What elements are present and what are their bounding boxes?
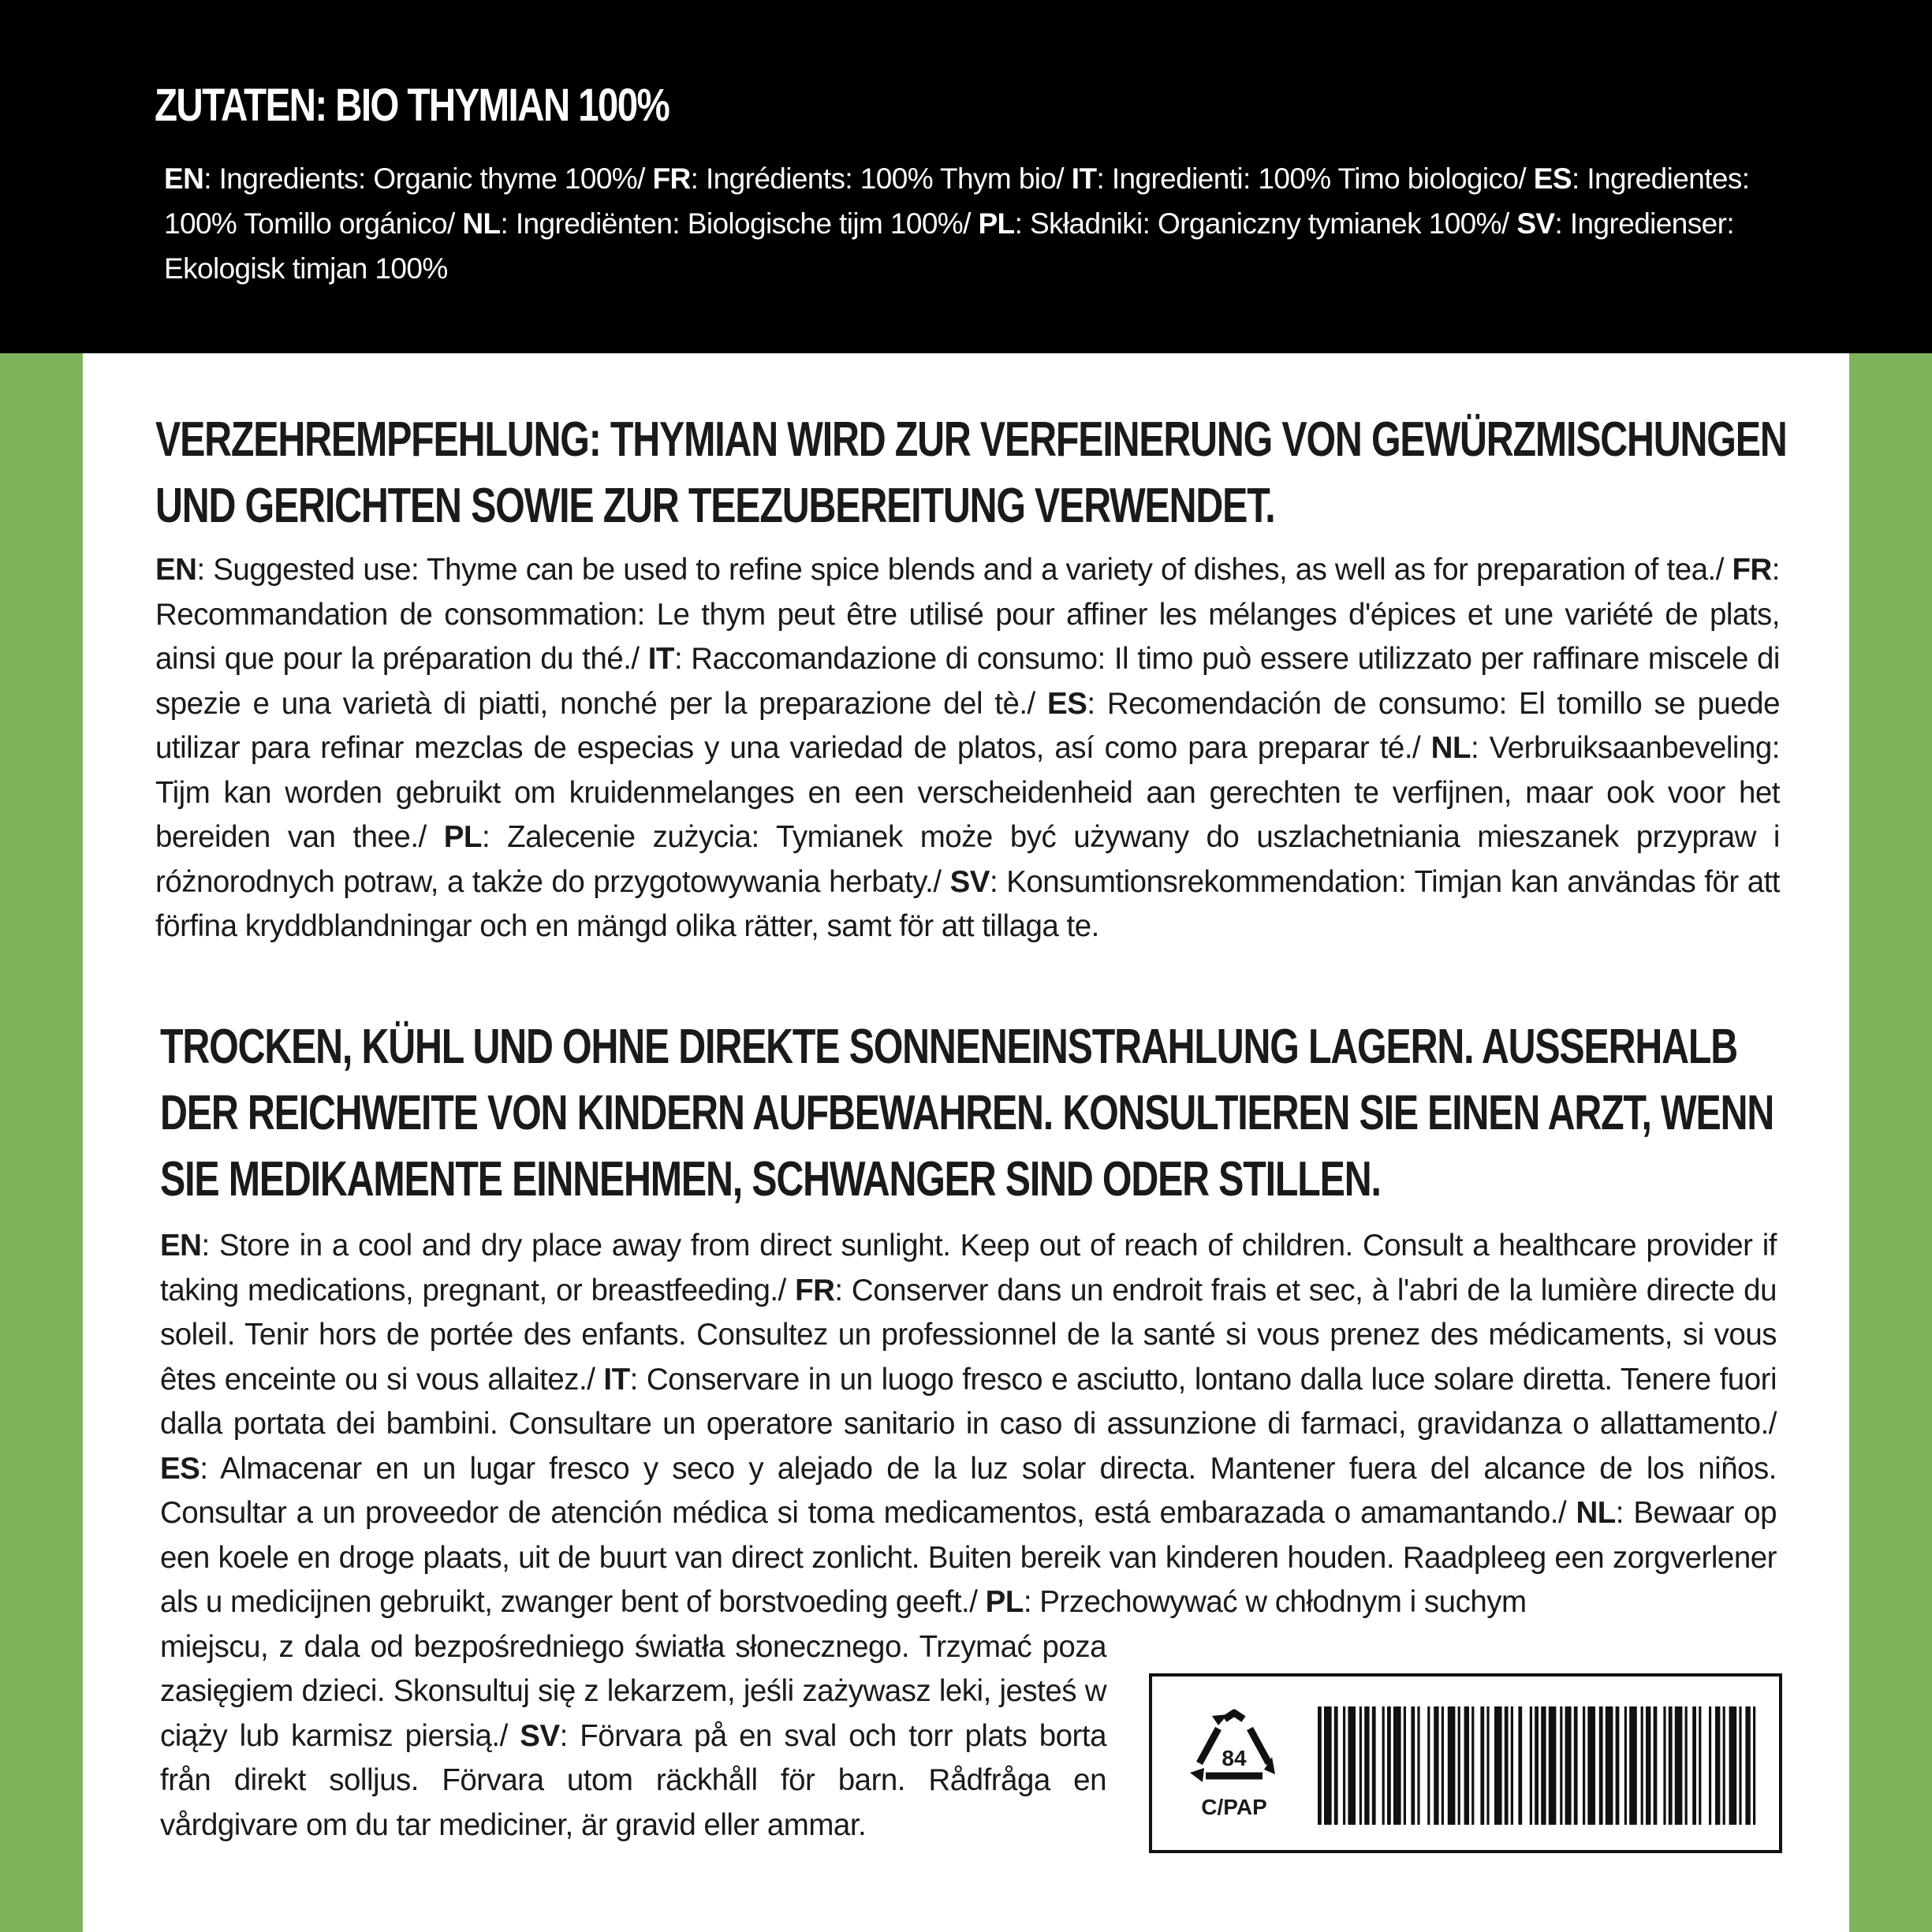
lang-code: NL <box>1430 731 1471 765</box>
lang-code: ES <box>1047 686 1087 721</box>
lang-code: FR <box>795 1273 835 1307</box>
storage-sv: Förvara på en sval och torr plats borta från direkt solljus. Förvara utom räckhåll för barn. Rådfråga en vårdgivare om du tar mediciner, är gravid eller ammar. <box>160 1718 1106 1842</box>
recycling-symbol <box>1187 1708 1281 1826</box>
storage-heading: TROCKEN, KÜHL UND OHNE DIREKTE SONNENEINSTRAHLUNG LAGERN. AUSSERHALB DER REICHWEITE VON KINDERN AUFBEWAHREN. KONSULTIEREN SIE EINEN ARZT, WENN SIE MEDIKAMENTE EINNEHMEN, SCHWANGER SIND ODER STILLEN. <box>160 1020 1774 1207</box>
lang-code: ES <box>160 1451 200 1486</box>
usage-es: Recomendación de consumo: El tomillo se puede utilizar para refinar mezclas de especias y una variedad de platos, así como para preparar té./ <box>155 686 1780 765</box>
lang-code: SV <box>949 864 990 899</box>
lang-code: PL <box>978 207 1015 240</box>
lang-code: EN <box>160 1229 202 1263</box>
ingredients-it: Ingredienti: 100% Timo biologico/ <box>1111 162 1534 195</box>
ingredients-fr: Ingrédients: 100% Thym bio/ <box>705 162 1072 195</box>
lang-code: IT <box>647 642 674 676</box>
ingredients-band <box>0 0 1932 353</box>
usage-sv: Konsumtionsrekommendation: Timjan kan användas för att förfina kryddblandningar och en mängd olika rätter, samt för att tillaga te. <box>155 864 1780 943</box>
lang-code: EN <box>164 162 204 195</box>
storage-en: Store in a cool and dry place away from direct sunlight. Keep out of reach of children. Consult a healthcare provider if taking medications, pregnant, or breastfeeding./ <box>160 1229 1777 1307</box>
storage-nl: Bewaar op een koele en droge plaats, uit de buurt van direct zonlicht. Buiten bereik van kinderen houden. Raadpleeg een zorgverlener als u medicijnen gebruikt, zwanger bent of borstvoeding geeft./ <box>160 1496 1777 1619</box>
recycling-label: C/PAP <box>1201 1795 1267 1819</box>
storage-translations: EN: Store in a cool and dry place away from direct sunlight. Keep out of reach of children. Consult a healthcare provider if taking medications, pregnant, or breastfeeding./ FR: Conserver dans un endroit frais et sec, à l'abri de la lumière directe du soleil. Tenir hors de portée des enfants. Consultez un professionnel de la santé si vous prenez des médicaments, si vous êtes enceinte ou si vous allaitez./ IT: Conservare in un luogo fresco e asciutto, lontano dalla luce solare diretta. Tenere fuori dalla portata dei bambini. Consultare un operatore sanitario in caso di assunzione di farmaci, gravidanza o allattamento./ ES: Almacenar en un lugar fresco y seco y alejado de la luz solar directa. Mantener fuera del alcance de los niños. Consultar a un proveedor de atención médica si toma medicamentos, está embarazada o amamantando./ NL: Bewaar op een koele en droge plaats, uit de buurt van direct zonlicht. Buiten bereik van kinderen houden. Raadpleeg een zorgverlener als u medicijnen gebruikt, zwanger bent of borstvoeding geeft./ PL: Przechowywać w chłodnym i suchym miejscu, z dala od bezpośredniego światła słonecznego. Trzymać poza zasięgiem dzieci. Skonsultuj się z lekarzem, jeśli zażywasz leki, jesteś w ciąży lub karmisz piersią./ SV: Förvara på en sval och torr plats borta från direkt solljus. Förvara utom räckhåll för barn. Rådfråga en vårdgivare om du tar mediciner, är gravid eller ammar. <box>160 1224 1777 1848</box>
lang-code: IT <box>1071 162 1097 195</box>
lang-code: ES <box>1533 162 1572 195</box>
usage-translations: EN: Suggested use: Thyme can be used to refine spice blends and a variety of dishes, as well as for preparation of tea./ FR: Recommandation de consommation: Le thym peut être utilisé pour affiner les mélanges d'épices et une variété de plats, ainsi que pour la préparation du thé./ IT: Raccomandazione di consumo: Il timo può essere utilizzato per raffinare miscele di spezie e una varietà di piatti, nonché per la preparazione del tè./ ES: Recomendación de consumo: El tomillo se puede utilizar para refinar mezclas de especias y una variedad de platos, así como para preparar té./ NL: Verbruiksaanbeveling: Tijm kan worden gebruikt om kruidenmelanges en een verscheidenheid aan gerechten te verfijnen, maar ook voor het bereiden van thee./ PL: Zalecenie zużycia: Tymianek może być używany do uszlachetniania mieszanek przypraw i różnorodnych potraw, a także do przygotowywania herbaty./ SV: Konsumtionsrekommendation: Timjan kan användas för att förfina kryddblandningar och en mängd olika rätter, samt för att tillaga te. <box>155 553 1780 943</box>
lang-code: FR <box>1732 553 1772 587</box>
lang-code: SV <box>520 1718 560 1753</box>
lang-code: FR <box>652 162 691 195</box>
usage-en: Suggested use: Thyme can be used to refine spice blends and a variety of dishes, as well as for preparation of tea./ <box>213 553 1732 587</box>
ingredients-en: Ingredients: Organic thyme 100%/ <box>218 162 653 195</box>
lang-code: IT <box>603 1362 630 1397</box>
ingredients-translations: EN: Ingredients: Organic thyme 100%/ FR: Ingrédients: 100% Thym bio/ IT: Ingredienti: 100% Timo biologico/ ES: Ingredientes: 100% Tomillo orgánico/ NL: Ingrediënten: Biologische tijm 100%/ PL: Składniki: Organiczny tymianek 100%/ SV: Ingredienser: Ekologisk timjan 100% <box>164 162 1750 285</box>
recycling-number: 84 <box>1221 1746 1247 1770</box>
lang-code: PL <box>443 820 482 854</box>
ingredients-pl: Składniki: Organiczny tymianek 100%/ <box>1029 207 1517 240</box>
storage-fr: Conserver dans un endroit frais et sec, à l'abri de la lumière directe du soleil. Tenir hors de portée des enfants. Consultez un professionnel de la santé si vous prenez des médicaments, si vous êtes enceinte ou si vous allaitez./ <box>160 1273 1777 1397</box>
usage-nl: Verbruiksaanbeveling: Tijm kan worden gebruikt om kruidenmelanges en een verscheidenheid aan gerechten te verfijnen, maar ook voor het bereiden van thee./ <box>155 731 1780 854</box>
lang-code: NL <box>462 207 501 240</box>
lang-code: EN <box>155 553 197 587</box>
usage-fr: Recommandation de consommation: Le thym peut être utilisé pour affiner les mélanges d'épices et une variété de plats, ainsi que pour la préparation du thé./ <box>155 597 1780 676</box>
storage-pl-end: miejscu, z dala od bezpośredniego światła słonecznego. Trzymać poza zasięgiem dzieci. Skonsultuj się z lekarzem, jeśli zażywasz leki, jesteś w ciąży lub karmisz piersią./ <box>160 1629 1106 1753</box>
storage-es: Almacenar en un lugar fresco y seco y alejado de la luz solar directa. Mantener fuera del alcance de los niños. Consultar a un proveedor de atención médica si toma medicamentos, está embarazada o amamantando./ <box>160 1451 1777 1530</box>
usage-it: Raccomandazione di consumo: Il timo può essere utilizzato per raffinare miscele di spezie e una varietà di piatti, nonché per la preparazione del tè./ <box>155 642 1780 721</box>
lang-code: NL <box>1576 1496 1616 1530</box>
packaging-code-box <box>1149 1673 1782 1853</box>
storage-pl-start: Przechowywać w chłodnym i suchym <box>1039 1585 1527 1619</box>
ingredients-sv: Ingredienser: Ekologisk timjan 100% <box>164 207 1735 285</box>
usage-pl: Zalecenie zużycia: Tymianek może być używany do uszlachetniania mieszanek przypraw i różnorodnych potraw, a także do przygotowywania herbaty./ <box>155 820 1780 899</box>
storage-tail: miejscu, z dala od bezpośredniego światła słonecznego. Trzymać poza zasięgiem dzieci. Skonsultuj się z lekarzem, jeśli zażywasz leki, jesteś w ciąży lub karmisz piersią./ SV: Förvara på en sval och torr plats borta från direkt solljus. Förvara utom räckhåll för barn. Rådfråga en vårdgivare om du tar mediciner, är gravid eller ammar. <box>160 1629 1106 1842</box>
lang-code: PL <box>985 1585 1024 1619</box>
storage-it: Conservare in un luogo fresco e asciutto, lontano dalla luce solare diretta. Tenere fuori dalla portata dei bambini. Consultare un operatore sanitario in caso di assunzione di farmaci, gravidanza o allattamento./ <box>160 1362 1777 1441</box>
ingredients-nl: Ingrediënten: Biologische tijm 100%/ <box>515 207 979 240</box>
label-panel <box>83 353 1849 1932</box>
ingredients-title: ZUTATEN: BIO THYMIAN 100% <box>155 80 669 131</box>
ingredients-es: Ingredientes: 100% Tomillo orgánico/ <box>164 162 1750 240</box>
barcode-icon <box>1318 1706 1759 1825</box>
usage-heading: VERZEHREMPFEHLUNG: THYMIAN WIRD ZUR VERFEINERUNG VON GEWÜRZMISCHUNGEN UND GERICHTEN SOWIE ZUR TEEZUBEREITUNG VERWENDET. <box>155 412 1787 533</box>
lang-code: SV <box>1516 207 1555 240</box>
